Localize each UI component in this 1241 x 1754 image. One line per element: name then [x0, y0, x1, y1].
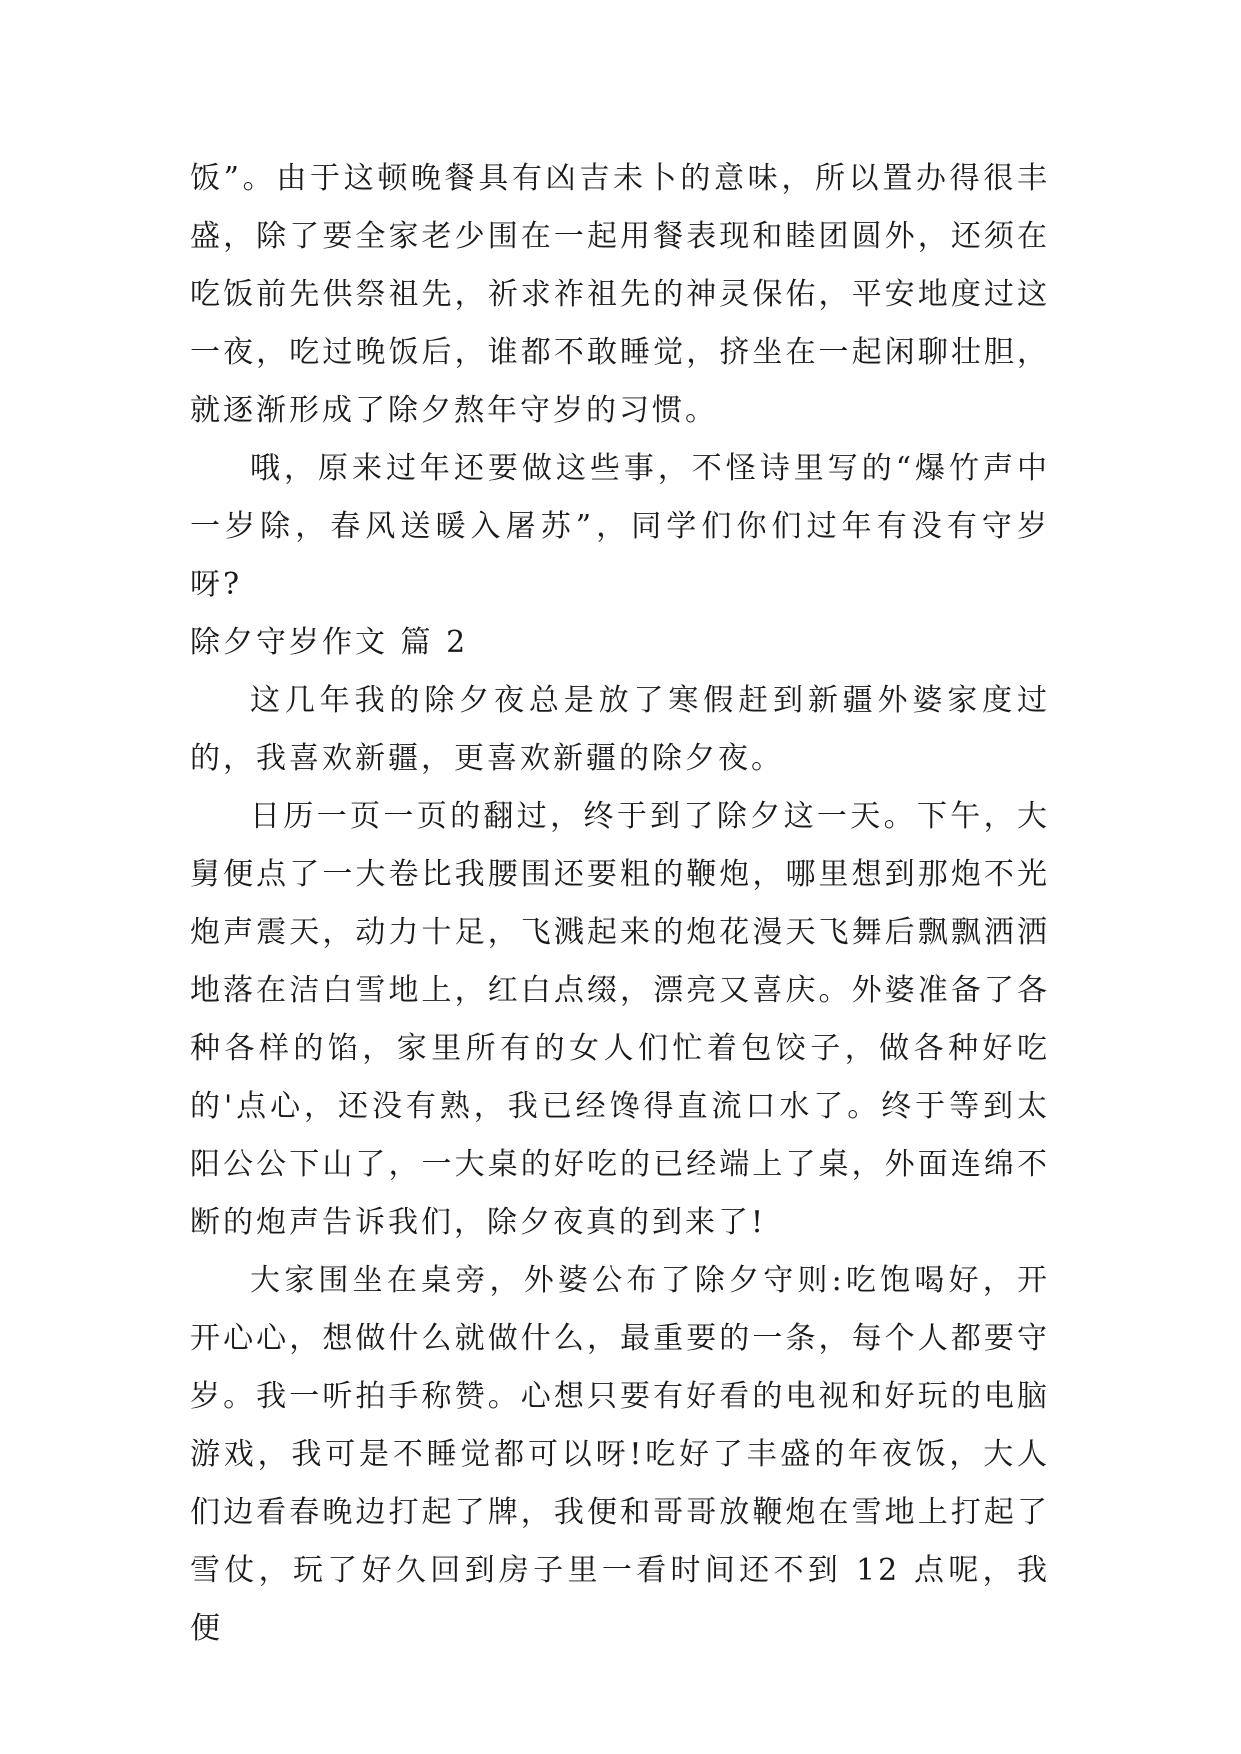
paragraph-1: 饭”。由于这顿晚餐具有凶吉未卜的意味，所以置办得很丰盛，除了要全家老少围在一起用餐表现和睦团圆外，还须在吃饭前先供祭祖先，祈求祚祖先的神灵保佑，平安地度过这一夜，吃过晚饭后，谁都不敢睡觉，挤坐在一起闲聊壮胆，就逐渐形成了除夕熬年守岁的习惯。 [190, 161, 1050, 428]
section-paragraph-1: 这几年我的除夕夜总是放了寒假赶到新疆外婆家度过的，我喜欢新疆，更喜欢新疆的除夕夜。 [190, 683, 1050, 776]
section-paragraph-3: 大家围坐在桌旁，外婆公布了除夕守则:吃饱喝好，开开心心，想做什么就做什么，最重要的一条，每个人都要守岁。我一听拍手称赞。心想只要有好看的电视和好玩的电脑游戏，我可是不睡觉都可以呀!吃好了丰盛的年夜饭，大人们边看春晚边打起了牌，我便和哥哥放鞭炮在雪地上打起了雪仗，玩了好久回到房子里一看时间还不到 12 点呢，我便 [190, 1263, 1050, 1646]
paragraph-2: 哦，原来过年还要做这些事，不怪诗里写的“爆竹声中一岁除，春风送暖入屠苏”，同学们你们过年有没有守岁呀? [190, 451, 1050, 602]
section-paragraph-2: 日历一页一页的翻过，终于到了除夕这一天。下午，大舅便点了一大卷比我腰围还要粗的鞭炮，哪里想到那炮不光炮声震天，动力十足，飞溅起来的炮花漫天飞舞后飘飘洒洒地落在洁白雪地上，红白点缀，漂亮又喜庆。外婆准备了各种各样的馅，家里所有的女人们忙着包饺子，做各种好吃的'点心，还没有熟，我已经馋得直流口水了。终于等到太阳公公下山了，一大桌的好吃的已经端上了桌，外面连绵不断的炮声告诉我们，除夕夜真的到来了! [190, 799, 1050, 1240]
document-body [190, 150, 1050, 1658]
section-title: 除夕守岁作文 篇 2 [190, 625, 469, 660]
